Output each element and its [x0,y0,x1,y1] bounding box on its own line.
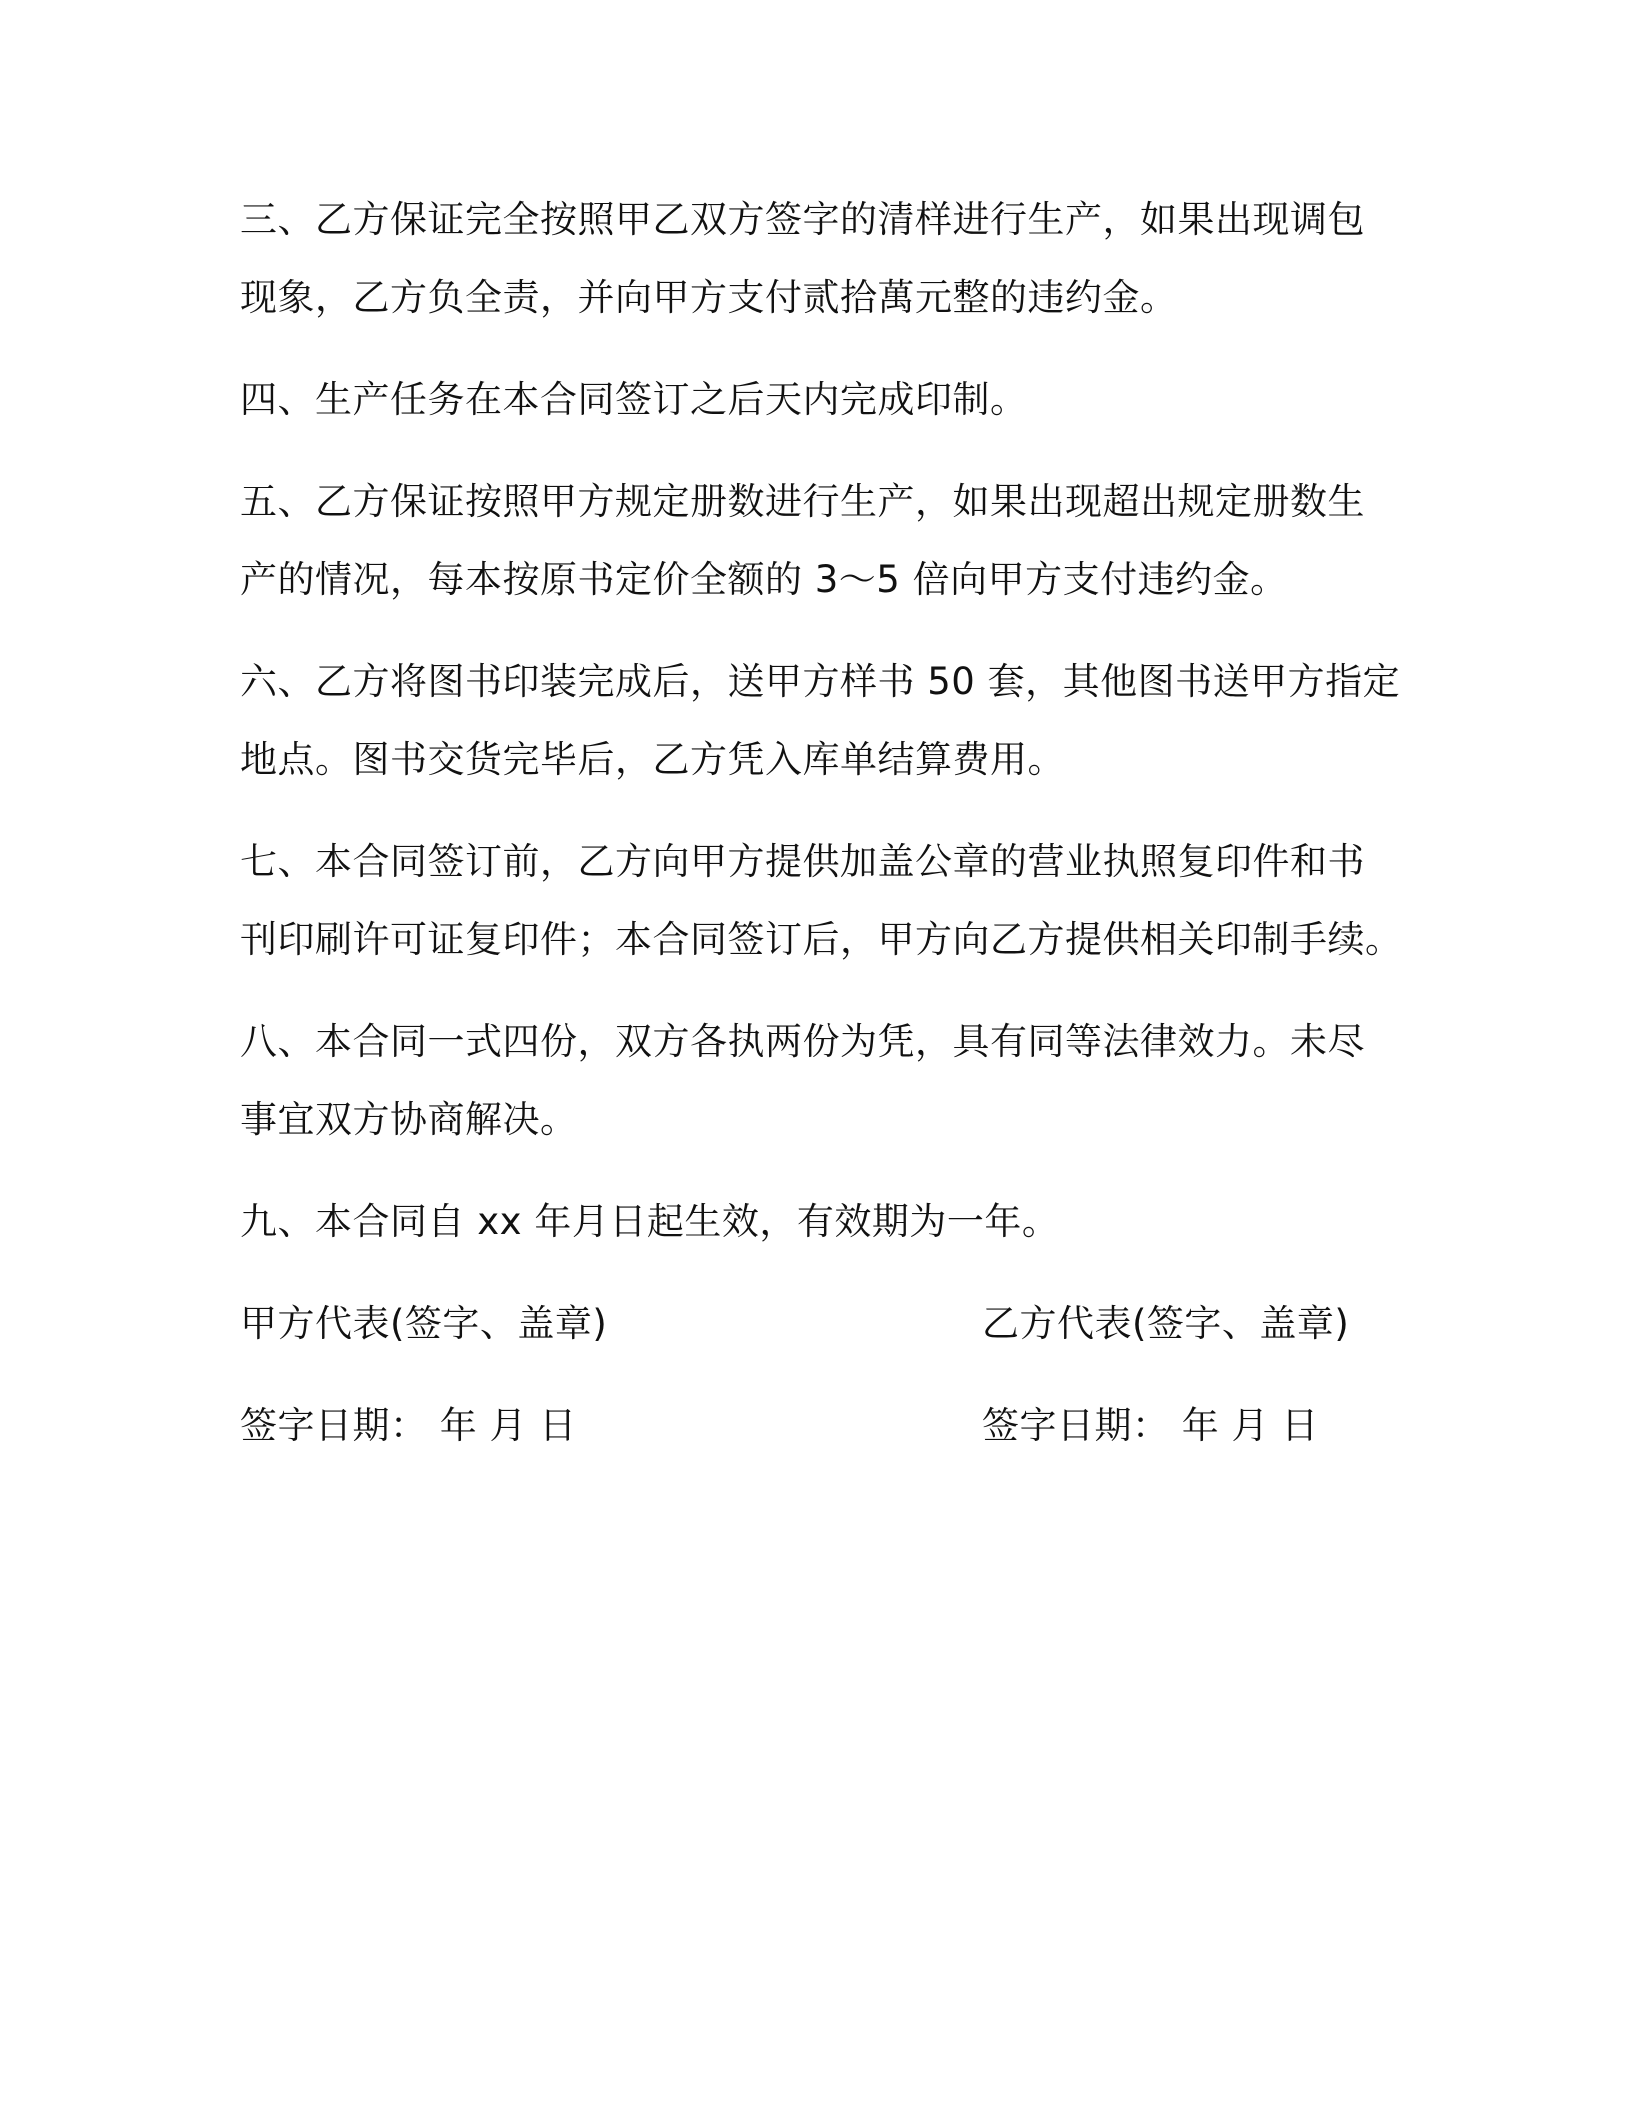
clause-6-line-1: 六、乙方将图书印装完成后，送甲方样书 50 套，其他图书送甲方指定 [240,660,1401,703]
clause-8-line-1: 八、本合同一式四份，双方各执两份为凭，具有同等法律效力。未尽 [240,1020,1365,1063]
clause-5-line-1: 五、乙方保证按照甲方规定册数进行生产，如果出现超出规定册数生 [240,480,1365,523]
clause-3-line-2: 现象，乙方负全责，并向甲方支付贰拾萬元整的违约金。 [240,276,1178,319]
clause-5-line-2: 产的情况，每本按原书定价全额的 3～5 倍向甲方支付违约金。 [240,558,1288,601]
clause-9-line-1: 九、本合同自 xx 年月日起生效，有效期为一年。 [240,1200,1060,1243]
party-a-sign-date: 签字日期： 年 月 日 [240,1404,577,1447]
clause-7-line-1: 七、本合同签订前，乙方向甲方提供加盖公章的营业执照复印件和书 [240,840,1365,883]
clause-6-line-2: 地点。图书交货完毕后，乙方凭入库单结算费用。 [240,738,1065,781]
clause-3-line-1: 三、乙方保证完全按照甲乙双方签字的清样进行生产，如果出现调包 [240,198,1365,241]
party-a-representative: 甲方代表(签字、盖章) [240,1302,608,1345]
party-b-representative: 乙方代表(签字、盖章) [982,1302,1350,1345]
party-b-sign-date: 签字日期： 年 月 日 [982,1404,1319,1447]
clause-4-line-1: 四、生产任务在本合同签订之后天内完成印制。 [240,378,1028,421]
clause-7-line-2: 刊印刷许可证复印件；本合同签订后，甲方向乙方提供相关印制手续。 [240,918,1403,961]
clause-8-line-2: 事宜双方协商解决。 [240,1098,578,1141]
